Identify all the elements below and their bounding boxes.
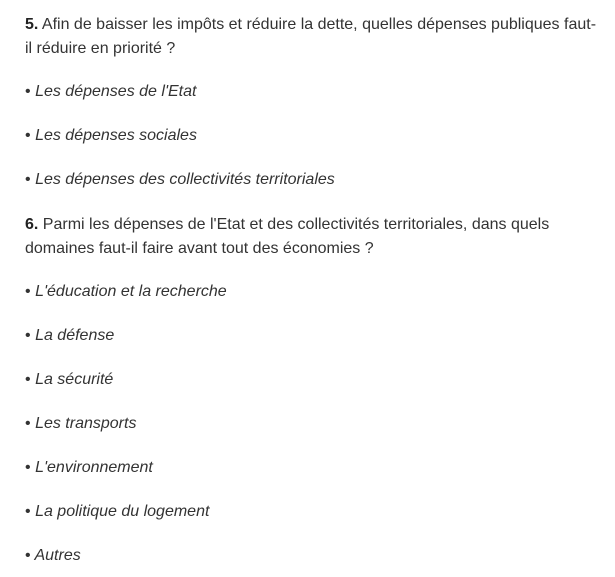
question-number: 5. [25,16,39,33]
option-label: Les dépenses de l'Etat [35,83,197,100]
option-item [25,326,114,346]
question-6 [25,213,600,261]
option-label: Les dépenses sociales [35,127,197,144]
option-item [25,126,197,146]
bullet-icon: • [25,503,31,520]
bullet-icon: • [25,459,31,476]
option-item [25,82,196,102]
bullet-icon: • [25,283,31,300]
bullet-icon: • [25,83,31,100]
bullet-icon: • [25,127,31,144]
option-item [25,546,81,566]
option-label: L'environnement [35,459,153,476]
option-item [25,170,335,190]
bullet-icon: • [25,547,31,564]
option-item [25,414,136,434]
option-label: La sécurité [35,371,114,388]
bullet-icon: • [25,415,31,432]
option-item [25,370,113,390]
bullet-icon: • [25,171,31,188]
question-text: Afin de baisser les impôts et réduire la dette, quelles dépenses publiques faut-il réduire en priorité ? [25,16,597,57]
option-label: L'éducation et la recherche [35,283,227,300]
option-label: Autres [34,547,81,564]
question-text: Parmi les dépenses de l'Etat et des collectivités territoriales, dans quels domaines faut-il faire avant tout des économies ? [25,216,550,257]
option-item [25,282,227,302]
option-label: La politique du logement [35,503,210,520]
question-5 [25,13,600,61]
option-label: La défense [35,327,115,344]
bullet-icon: • [25,327,31,344]
option-label: Les transports [35,415,137,432]
option-item [25,502,209,522]
question-number: 6. [25,216,39,233]
option-label: Les dépenses des collectivités territoriales [35,171,335,188]
option-item [25,458,153,478]
bullet-icon: • [25,371,31,388]
